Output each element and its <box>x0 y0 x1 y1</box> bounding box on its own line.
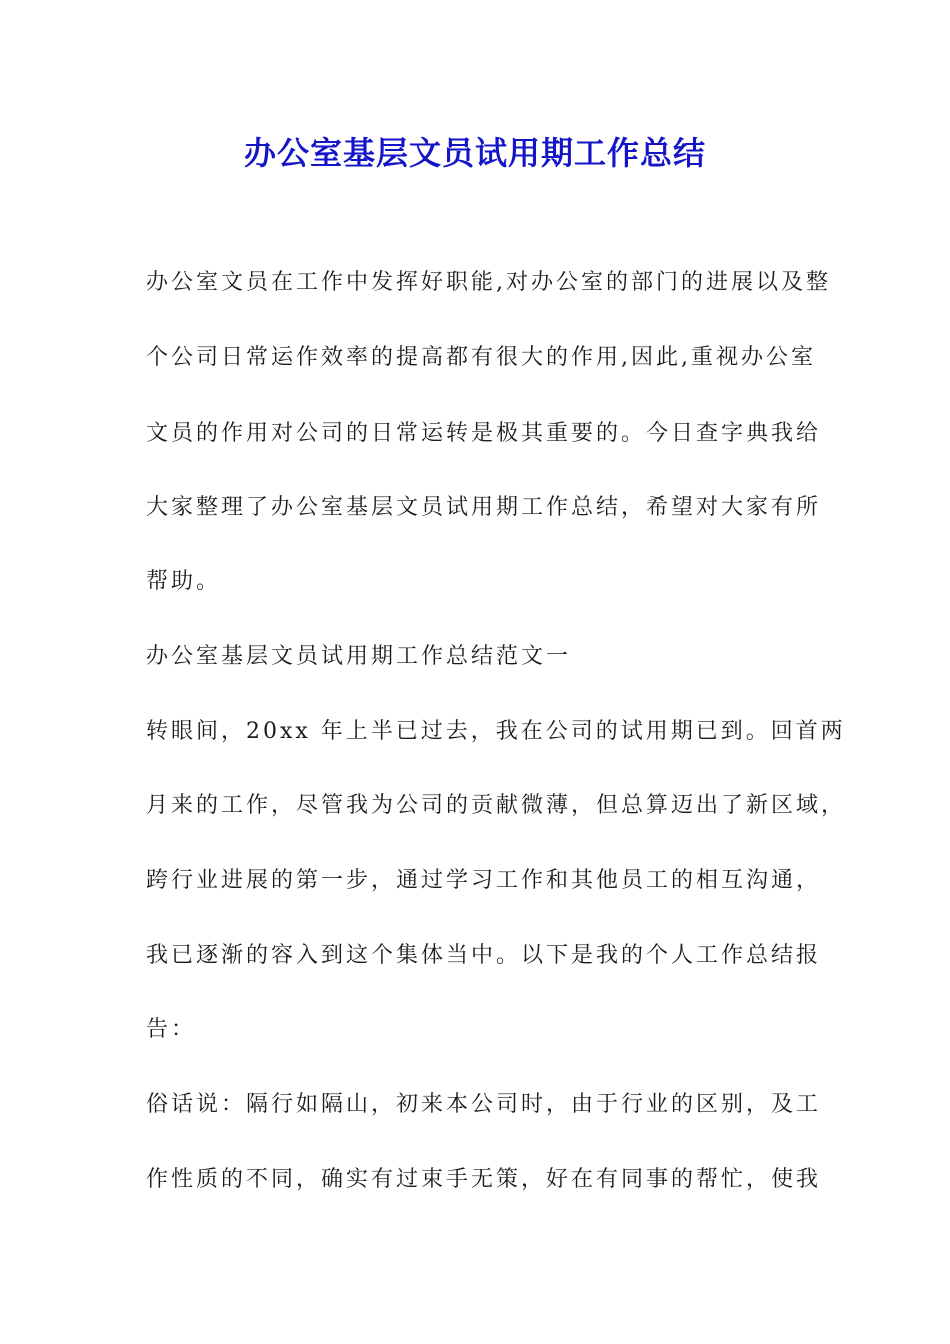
paragraph-line: 帮助。 <box>146 569 222 594</box>
paragraph-line: 我已逐渐的容入到这个集体当中。以下是我的个人工作总结报 <box>146 943 822 968</box>
document-title: 办公室基层文员试用期工作总结 <box>243 134 706 172</box>
paragraph-line: 告： <box>146 1017 197 1042</box>
paragraph-line: 大家整理了办公室基层文员试用期工作总结，希望对大家有所 <box>146 495 822 520</box>
paragraph-line: 跨行业进展的第一步，通过学习工作和其他员工的相互沟通， <box>146 868 822 893</box>
paragraph-line: 转眼间，20xx 年上半已过去，我在公司的试用期已到。回首两 <box>146 719 846 744</box>
paragraph-line: 文员的作用对公司的日常运转是极其重要的。今日查字典我给 <box>146 421 822 446</box>
paragraph-line: 俗话说：隔行如隔山，初来本公司时，由于行业的区别，及工 <box>146 1092 822 1117</box>
section-heading: 办公室基层文员试用期工作总结范文一 <box>146 644 572 669</box>
paragraph-line: 办公室文员在工作中发挥好职能,对办公室的部门的进展以及整 <box>146 270 831 295</box>
paragraph-line: 作性质的不同，确实有过束手无策，好在有同事的帮忙，使我 <box>146 1167 822 1192</box>
paragraph-line: 月来的工作，尽管我为公司的贡献微薄，但总算迈出了新区域， <box>146 793 847 818</box>
paragraph-line: 个公司日常运作效率的提高都有很大的作用,因此,重视办公室 <box>146 345 816 370</box>
